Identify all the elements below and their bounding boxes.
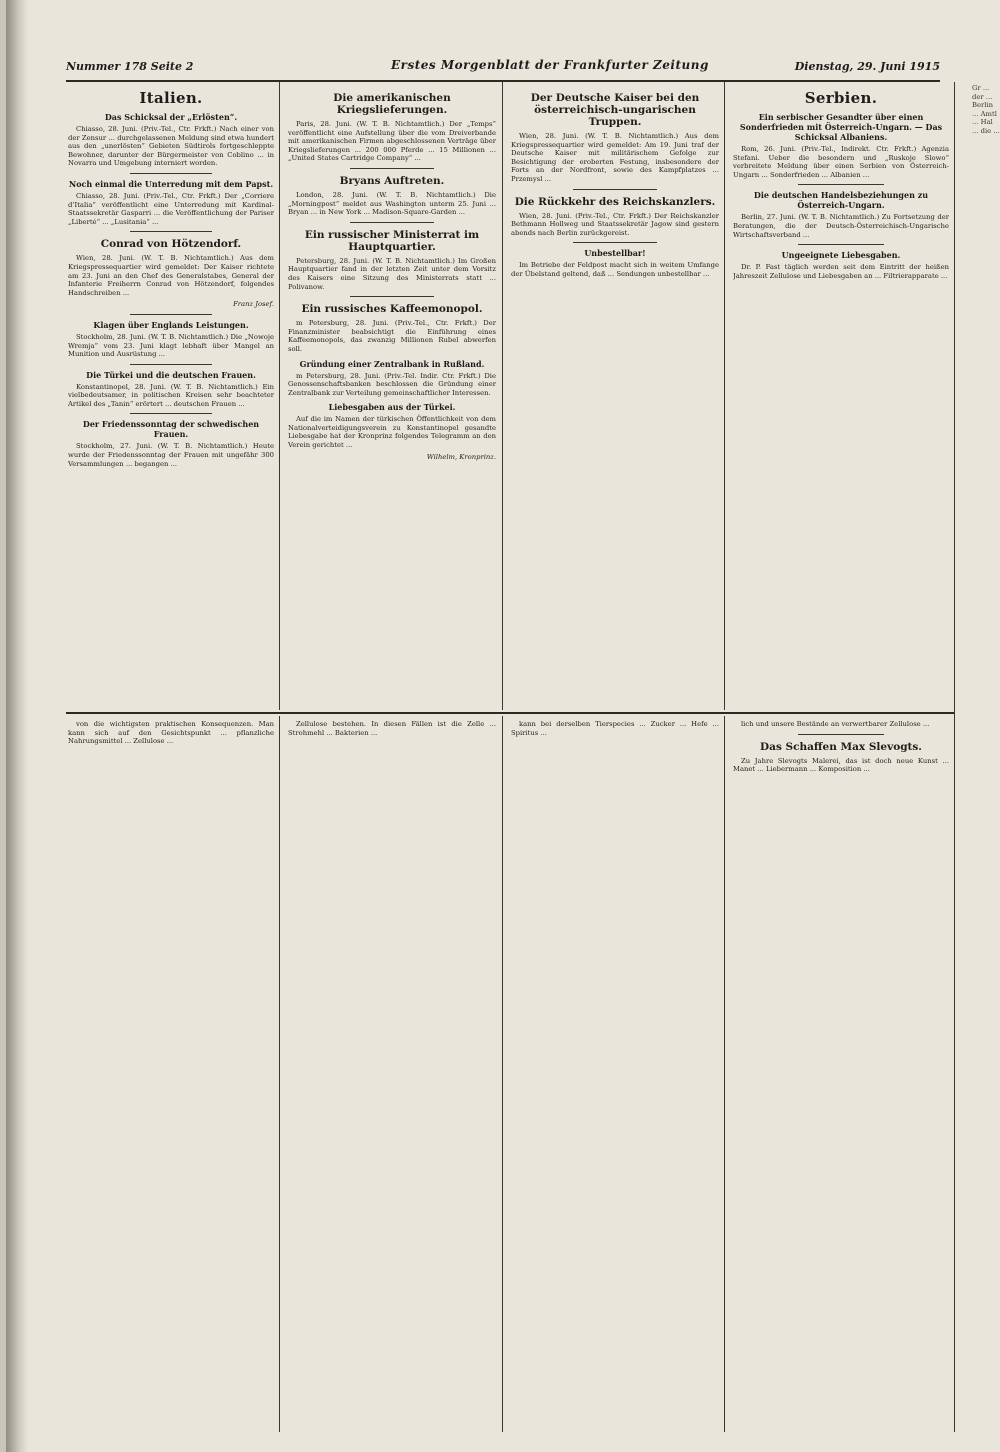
issue-date: Dienstag, 29. Juni 1915 [794, 60, 940, 73]
section-title: Italien. [139, 89, 203, 107]
article-body: kann bei derselben Tierspecies ... Zucker ... Hefe ... Spiritus ... [511, 720, 719, 737]
article-title: Das Schaffen Max Slevogts. [760, 740, 922, 753]
column-3 [511, 86, 719, 708]
article-body: Paris, 28. Juni. (W. T. B. Nichtamtlich.) Der „Temps“ veröffentlicht eine Aufstellung über die vom Dreiverbande mit amerikanischen Firmen abgeschlossenen Verträge über Kriegslieferungen ... 200 000 Pferde ... 15 Millionen ... „United States Cartridge Company“ ... [288, 120, 496, 163]
article-title: Der Friedenssonntag der schwedischen Frauen. [82, 419, 260, 440]
article-title: Die amerikanischen Kriegslieferungen. [333, 92, 451, 116]
article-title: Conrad von Hötzendorf. [100, 238, 242, 251]
feuilleton-column-2 [288, 720, 496, 1426]
signature: Franz Josef. [233, 300, 274, 309]
article-body: Rom, 26. Juni. (Priv.-Tel., Indirekt. Ctr. Frkft.) Agenzia Stefani. Ueber die besondern und „Ruskoje Slowo“ verbreitete Meldung über einen Serbien von Österreich-Ungarn ... Sonderfrieden ... Albanien ... [733, 145, 949, 179]
newspaper-page [6, 0, 1000, 1452]
article-body: m Petersburg, 28. Juni. (Priv.-Tel. Indir. Ctr. Frkft.) Die Genossenschaftsbanken beschlossen die Gründung einer Zentralbank zur Verteilung gemeinschaftlicher Interessen. [288, 371, 496, 397]
article-title: Gründung einer Zentralbank in Rußland. [299, 358, 485, 369]
column-rule [279, 82, 280, 710]
feuilleton-column-1 [68, 720, 274, 1426]
article-body: lich und unsere Bestände an verwertbarer Zellulose ... [741, 720, 930, 728]
article-body: Chiasso, 28. Juni. (Priv.-Tel., Ctr. Frkft.) Der „Corriere d’Italia“ veröffentlicht eine Unterredung mit Kardinal-Staatssekretär Gasparri ... die Veröffentlichung der Pariser „Liberté“ ... „Lusitania“ ... [68, 191, 274, 226]
article-body: m Petersburg, 28. Juni. (Priv.-Tel., Ctr. Frkft.) Der Finanzminister beabsichtigt die Einführung eines Kaffeemonopols, das zwanzig Millionen Rubel abwerfen soll. [288, 319, 496, 353]
article-title: Ein russisches Kaffeemonopol. [301, 303, 483, 316]
column-rule [502, 82, 503, 710]
article-body: von die wichtigsten praktischen Konsequenzen. Man kann sich auf den Gesichtspunkt ... pflanzliche Nahrungsmittel ... Zellulose ... [68, 720, 274, 746]
article-title: Liebesgaben aus der Türkei. [328, 402, 456, 413]
cropped-text: Gr ... der ... Berlin ... Amtl ... Hal ... die ... [972, 84, 1000, 135]
masthead: Erstes Morgenblatt der Frankfurter Zeitung [391, 58, 709, 72]
article-title: Bryans Auftreten. [339, 174, 445, 187]
article-body: London, 28. Juni. (W. T. B. Nichtamtlich.) Die „Morningpost“ meldet aus Washington unterm 25. Juni ... Bryan ... in New York ... Madison-Square-Garden ... [288, 190, 496, 217]
column-rule [954, 82, 955, 1432]
section-title: Serbien. [804, 89, 878, 107]
column-4 [733, 86, 949, 708]
article-title: Ein serbischer Gesandter über einen Sonderfrieden mit Österreich-Ungarn. — Das Schicksal Albaniens. [739, 112, 943, 142]
article-title: Das Schicksal der „Erlösten“. [104, 112, 238, 122]
column-2 [288, 86, 496, 708]
article-body: Chiasso, 28. Juni. (Priv.-Tel., Ctr. Frkft.) Nach einer von der Zensur ... durchgelassenen Meldung sind etwa hundert aus den „unerlösten“ Gebieten Südtirols fortgeschleppte Bewohner, darunter der Bürgermeister von Coblino ... in Novarra und Umgebung interniert worden. [68, 125, 274, 168]
cropped-edge-column [972, 84, 1000, 1424]
issue-number: Nummer 178 Seite 2 [66, 60, 194, 73]
article-title: Klagen über Englands Leistungen. [93, 319, 249, 330]
article-body: Wien, 28. Juni. (W. T. B. Nichtamtlich.) Aus dem Kriegspressequartier wird gemeldet: Der Kaiser richtete am 23. Juni an den Chef des Generalstabes, General der Infanterie Freiherrn Conrad von Hötzendorf, folgendes Handschreiben ... [68, 254, 274, 297]
article-body: Wien, 28. Juni. (Priv.-Tel., Ctr. Frkft.) Der Reichskanzler Bethmann Hollweg und Staatssekretär Jagow sind gestern abends nach Berlin zurückgereist. [511, 211, 719, 237]
column-rule [279, 716, 280, 1432]
article-body: Konstantinopel, 28. Juni. (W. T. B. Nichtamtlich.) Ein vielbedeutsamer, in politischen Kreisen sehr beachteter Artikel des „Tanin“ erörtert ... deutschen Frauen ... [68, 382, 274, 408]
column-rule [724, 716, 725, 1432]
article-body: Berlin, 27. Juni. (W. T. B. Nichtamtlich.) Zu Fortsetzung der Beratungen, die der Deutsch-Österreichisch-Ungarische Wirtschaftsverband ... [733, 213, 949, 239]
article-body: Petersburg, 28. Juni. (W. T. B. Nichtamtlich.) Im Großen Hauptquartier fand in der letzten Zeit unter dem Vorsitz des Kaisers eine Sitzung des Ministerrats statt ... Polivanow. [288, 256, 496, 291]
article-body: Dr. P. Fast täglich werden seit dem Eintritt der heißen Jahreszeit Zellulose und Liebesgaben an ... Filtrierapparate ... [733, 263, 949, 280]
feuilleton-column-4 [733, 720, 949, 1426]
article-body: Auf die im Namen der türkischen Öffentlichkeit von dem Nationalverteidigungsverein zu Konstantinopel gesandte Liebesgabe hat der Kronprinz folgendes Telegramm an den Verein gerichtet ... [288, 415, 496, 450]
article-title: Ungeeignete Liebesgaben. [781, 250, 901, 261]
binding-spine [6, 0, 28, 1452]
column-rule [724, 82, 725, 710]
article-body: Stockholm, 28. Juni. (W. T. B. Nichtamtlich.) Die „Nowoje Wremja“ vom 23. Juni klagt lebhaft über Mangel an Munition und Ausrüstung ... [68, 332, 274, 359]
column-1 [68, 86, 274, 708]
article-title: Die Türkei und die deutschen Frauen. [86, 369, 256, 380]
column-rule [502, 716, 503, 1432]
article-title: Die deutschen Handelsbeziehungen zu Österreich-Ungarn. [753, 190, 929, 211]
article-title: Die Rückkehr des Reichskanzlers. [514, 195, 716, 208]
feuilleton-rule [66, 712, 954, 714]
article-body: Im Betriebe der Feldpost macht sich in weitem Umfange der Übelstand geltend, daß ... Sendungen unbestellbar ... [511, 261, 719, 278]
article-body: Zellulose bestehen. In diesen Fällen ist die Zelle ... Strohmehl ... Bakterien ... [288, 720, 496, 737]
article-body: Zu Jahre Slevogts Malerei, das ist doch neue Kunst ... Manet ... Liebermann ... Komposition ... [733, 756, 949, 774]
article-title: Unbestellbar! [584, 248, 646, 259]
feuilleton-column-3 [511, 720, 719, 1426]
article-body: Stockholm, 27. Juni. (W. T. B. Nichtamtlich.) Heute wurde der Friedenssonntag der Frauen mit ungefähr 300 Versammlungen ... begangen ... [68, 442, 274, 468]
signature: Wilhelm, Kronprinz. [426, 452, 496, 461]
article-title: Ein russischer Ministerrat im Hauptquartier. [304, 228, 480, 253]
article-body: Wien, 28. Juni. (W. T. B. Nichtamtlich.) Aus dem Kriegspressequartier wird gemeldet: Am 19. Juni traf der Deutsche Kaiser mit militärischem Gefolge zur Besichtigung der eroberten Festung, insbesondere der Forts an der Nordfront, sowie des Kampfplatzes ... Przemysl ... [511, 132, 719, 183]
article-title: Noch einmal die Unterredung mit dem Papst. [68, 178, 274, 189]
article-title: Der Deutsche Kaiser bei den österreichisch-ungarischen Truppen. [530, 92, 700, 128]
page-header [66, 56, 940, 82]
